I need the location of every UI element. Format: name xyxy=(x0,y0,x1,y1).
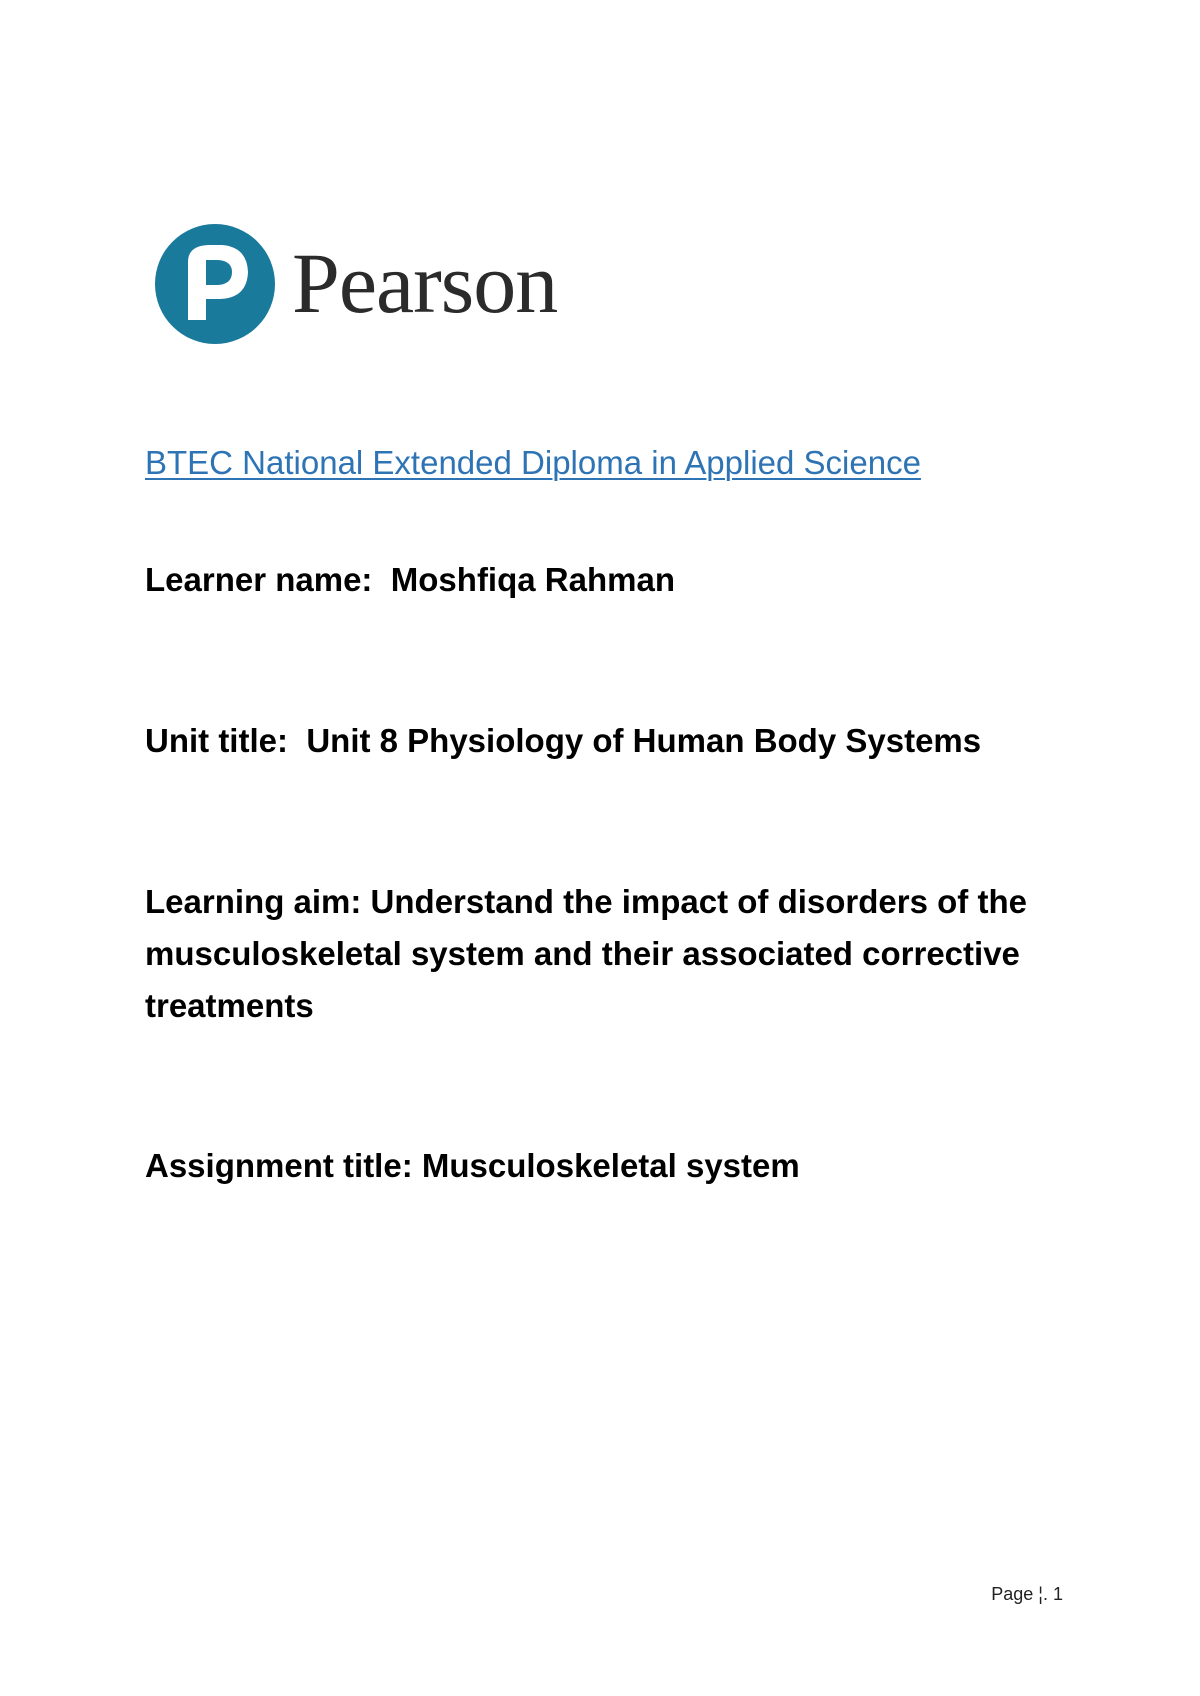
assignment-title-label: Assignment title: xyxy=(145,1147,413,1184)
assignment-title-field xyxy=(145,1140,1065,1192)
learning-aim-value: Understand the impact of disorders of the musculoskeletal system and their associated corrective treatments xyxy=(145,883,1027,1024)
learning-aim-label: Learning aim: xyxy=(145,883,362,920)
course-title-link[interactable]: BTEC National Extended Diploma in Applied Science xyxy=(145,444,921,481)
pearson-wordmark: Pearson xyxy=(292,235,558,331)
learning-aim-field xyxy=(145,876,1065,1032)
unit-title-field xyxy=(145,715,1065,767)
unit-title-value: Unit 8 Physiology of Human Body Systems xyxy=(306,722,982,759)
unit-title-label: Unit title: xyxy=(145,722,288,759)
assignment-title-value: Musculoskeletal system xyxy=(421,1147,800,1184)
pearson-p-icon xyxy=(152,218,278,350)
learner-name-value: Moshfiqa Rahman xyxy=(390,561,675,598)
learner-name-label: Learner name: xyxy=(145,561,373,598)
learner-name-field xyxy=(145,554,1065,606)
page-number: Page ¦. 1 xyxy=(991,1584,1063,1604)
pearson-logo xyxy=(152,218,612,353)
